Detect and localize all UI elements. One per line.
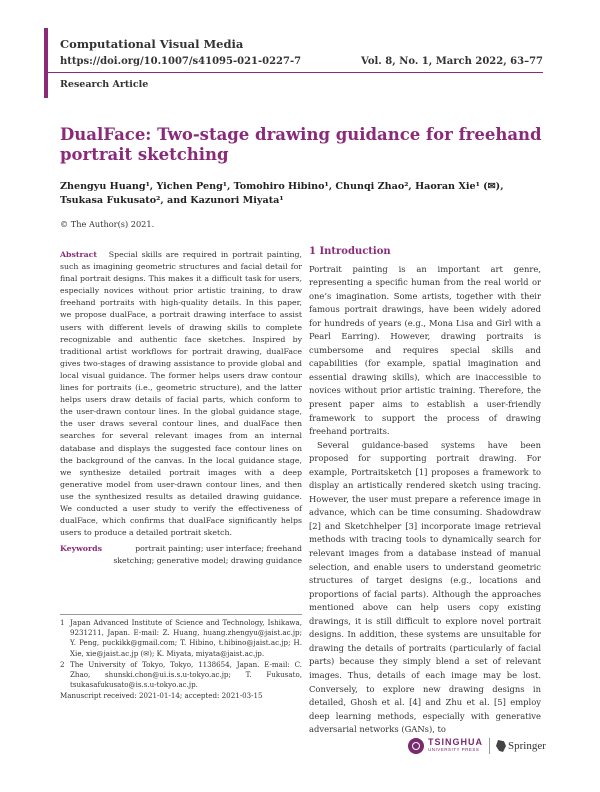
springer-logo (496, 740, 546, 752)
header-rule (48, 72, 543, 73)
springer-horse-icon (496, 740, 506, 752)
header-accent-bar (44, 28, 48, 98)
doi-link[interactable]: https://doi.org/10.1007/s41095-021-0227-7 (60, 56, 302, 67)
publisher-logos (408, 738, 546, 754)
footnote (60, 618, 302, 659)
intro-paragraph: Portrait painting is an important art genre, representing a specific human from the real world or one’s imagination. Some artists, together with their famous portrait drawings, have been widely adored for hundreds of years (e.g., Mona Lisa and Girl with a Pearl Earring). However, drawing portraits is cumbersome and requires special skills and capabilities (for example, spatial imagination and essential drawing skills), which are inaccessible to novices without prior artistic training. Therefore, the present paper aims to establish a user-friendly framework to support the process of drawing freehand portraits. (309, 263, 541, 437)
tsinghua-seal-icon (408, 738, 424, 754)
springer-name: Springer (508, 740, 546, 752)
journal-name: Computational Visual Media (60, 37, 244, 51)
tsinghua-logo (408, 738, 483, 754)
author-list: Zhengyu Huang¹, Yichen Peng¹, Tomohiro Hibino¹, Chunqi Zhao², Haoran Xie¹ (✉), Tsukasa Fukusato², and Kazunori Miyata¹ (60, 181, 504, 206)
keywords (60, 543, 302, 567)
article-type: Research Article (60, 79, 149, 90)
keywords-text: portrait painting; user interface; freehand sketching; generative model; drawing guidance (113, 544, 302, 566)
footnote-text: Japan Advanced Institute of Science and Technology, Ishikawa, 9231211, Japan. E-mail: Z. Huang, huang.zhengyu@jaist.ac.jp; Y. Peng, puckikk@gmail.com; T. Hibino, t.hibino@jaist.ac.jp; H. Xie, xie@jaist.ac.jp (✉); K. Miyata, miyata@jaist.ac.jp. (70, 618, 302, 658)
footnote (60, 660, 302, 691)
left-column (60, 249, 302, 567)
tsinghua-name: TSINGHUA (428, 737, 483, 747)
manuscript-dates: Manuscript received: 2021-01-14; accepted: 2021-03-15 (60, 691, 263, 701)
affiliation-footnotes (60, 614, 302, 702)
tsinghua-subtitle: UNIVERSITY PRESS (428, 747, 480, 752)
footnote-number: 2 (60, 659, 65, 669)
abstract-label: Abstract (60, 250, 98, 259)
copyright-notice: © The Author(s) 2021. (60, 219, 155, 229)
footnote-text: The University of Tokyo, Tokyo, 1138654, Japan. E-mail: C. Zhao, shunski.chon@ui.is.s.u-tokyo.ac.jp; T. Fukusato, tsukasafukusato@is.s.u-tokyo.ac.jp. (70, 659, 302, 690)
section-heading-introduction: 1 Introduction (309, 246, 391, 257)
abstract-text: Special skills are required in portrait painting, such as imagining geometric structures and facial detail for final portrait designs. This makes it a difficult task for users, especially novices without prior artistic training, to draw freehand portraits with high-quality details. In this paper, we propose dualFace, a portrait drawing interface to assist users with different levels of drawing skills to complete recognizable and authentic face sketches. Inspired by traditional artist workflows for portrait drawing, dualFace gives two-stages of drawing assistance to provide global and local visual guidance. The former helps users draw contour lines for portraits (i.e., geometric structure), and the latter helps users draw details of facial parts, which conform to the user-drawn contour lines. In the global guidance stage, the user draws several contour lines, and dualFace then searches for several relevant images from an internal database and displays the suggested face contour lines on the background of the canvas. In the local guidance stage, we synthesize detailed portrait images with a deep generative model from user-drawn contour lines, and then use the synthesized results as detailed drawing guidance. We conducted a user study to verify the effectiveness of dualFace, which confirms that dualFace significantly helps users to produce a detailed portrait sketch. (60, 250, 302, 538)
logo-divider (489, 738, 490, 754)
volume-info: Vol. 8, No. 1, March 2022, 63–77 (361, 56, 543, 67)
paper-title: DualFace: Two-stage drawing guidance for freehand portrait sketching (60, 125, 542, 164)
intro-paragraph: Several guidance-based systems have been proposed for supporting portrait drawing. For example, Portraitsketch [1] proposes a framework to display an artistically rendered sketch using tracing. However, the user must prepare a reference image in advance, which can be time consuming. Shadowdraw [2] and Sketchhelper [3] incorporate image retrieval methods with tracing tools to dynamically search for relevant images from a database instead of manual selection, and enable users to understand geometric structures of target designs (e.g., locations and proportions of facial parts). Although the approaches mentioned above can help users copy existing drawings, it is still difficult to explore novel portrait designs. In addition, these systems are unsuitable for drawing the details of portraits (particularly of facial parts) because they simply blend a set of relevant images. Thus, details of each image may be lost. Conversely, to explore new drawing designs in detailed, Ghosh et al. [4] and Zhu et al. [5] employ deep learning methods, especially with generative adversarial networks (GANs), to (309, 439, 541, 735)
keywords-label: Keywords (60, 544, 102, 554)
footnote-number: 1 (60, 618, 65, 627)
right-column (309, 245, 541, 737)
abstract (60, 249, 302, 539)
